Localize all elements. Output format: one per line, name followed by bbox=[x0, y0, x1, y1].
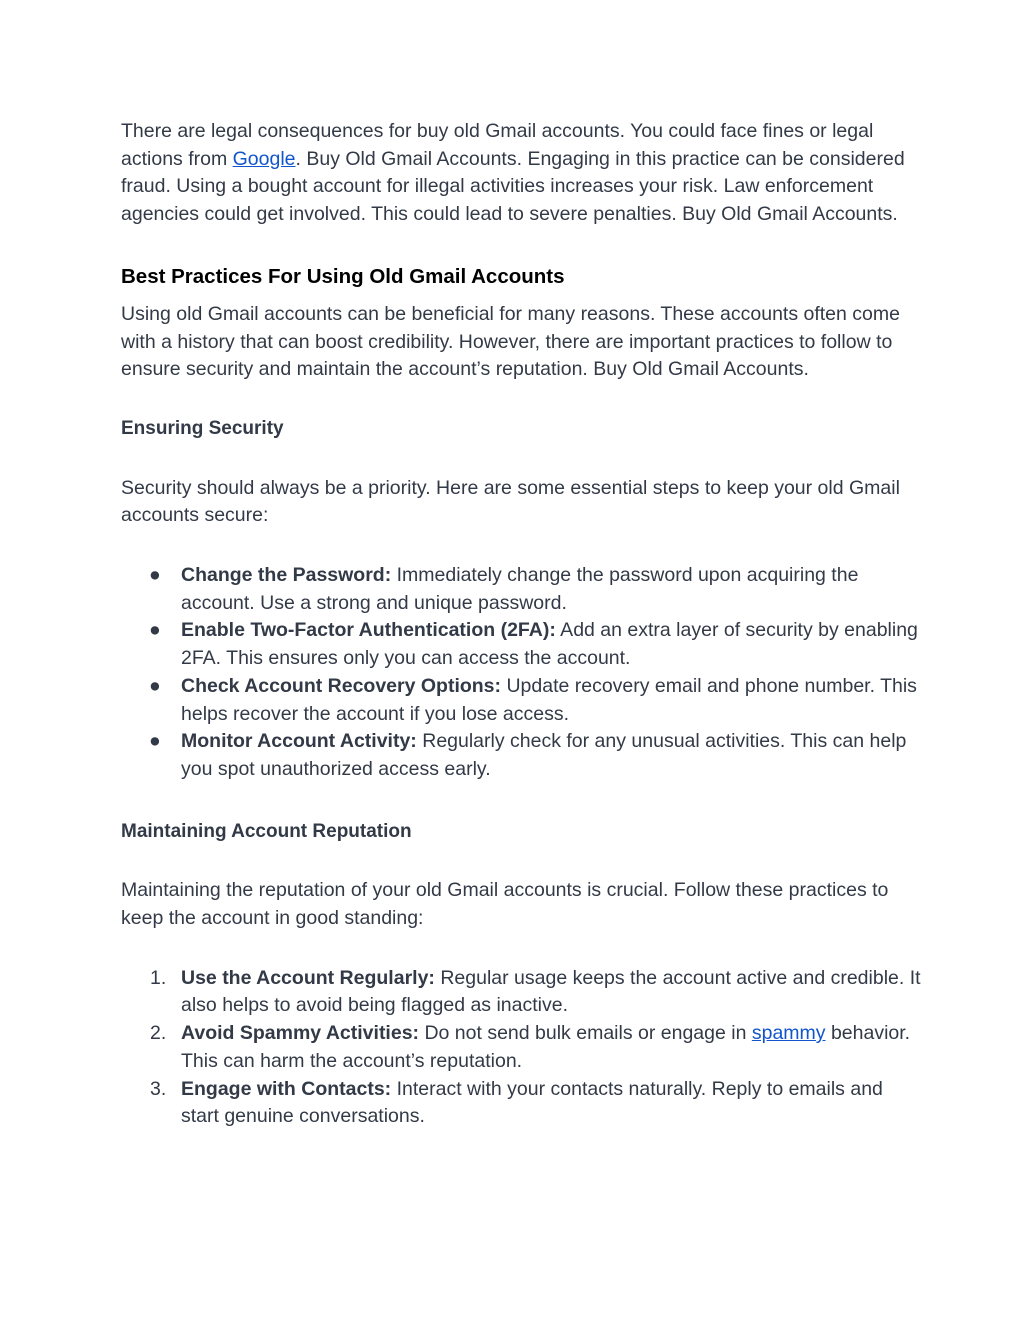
bullet-marker: ● bbox=[149, 619, 161, 642]
list-number: 2. bbox=[150, 1022, 167, 1045]
list-item-title: Engage with Contacts: bbox=[181, 1077, 392, 1100]
list-item-title: Check Account Recovery Options: bbox=[181, 674, 502, 697]
list-item bbox=[121, 965, 921, 1020]
list-item-text-after-link: behavior. This can harm the account’s reputation. bbox=[181, 1022, 911, 1072]
reputation-paragraph: Maintaining the reputation of your old Gmail accounts is crucial. Follow these practices to keep the account in good standing: bbox=[121, 879, 889, 930]
list-item-text: Regularly check for any unusual activities. This can help you spot unauthorized access early. bbox=[181, 730, 907, 780]
spammy-link[interactable]: spammy bbox=[751, 1022, 826, 1045]
security-heading: Ensuring Security bbox=[121, 417, 284, 439]
list-item-text: Add an extra layer of security by enabling 2FA. This ensures only you can access the account. bbox=[181, 619, 918, 670]
bullet-marker: ● bbox=[149, 674, 161, 697]
list-item bbox=[121, 617, 921, 672]
security-paragraph: Security should always be a priority. Here are some essential steps to keep your old Gmail accounts secure: bbox=[121, 476, 900, 527]
document-body bbox=[121, 118, 921, 1131]
list-item-text: Update recovery email and phone number. This helps recover the account if you lose access. bbox=[181, 674, 917, 725]
list-number: 3. bbox=[150, 1077, 167, 1100]
list-item bbox=[121, 673, 921, 728]
intro-text-before-link: There are legal consequences for buy old Gmail accounts. You could face fines or legal actions from bbox=[121, 120, 874, 170]
list-item-text: Regular usage keeps the account active and credible. It also helps to avoid being flagged as inactive. bbox=[181, 966, 921, 1017]
list-item bbox=[121, 562, 921, 617]
list-item bbox=[121, 728, 921, 783]
list-item-title: Enable Two-Factor Authentication (2FA): bbox=[181, 619, 556, 642]
list-item bbox=[121, 1020, 921, 1075]
list-item-title: Change the Password: bbox=[181, 564, 392, 587]
list-item-title: Use the Account Regularly: bbox=[181, 966, 435, 989]
list-item-text: Immediately change the password upon acquiring the account. Use a strong and unique password. bbox=[181, 564, 859, 614]
bullet-marker: ● bbox=[149, 564, 161, 587]
section-paragraph: Using old Gmail accounts can be beneficial for many reasons. These accounts often come with a history that can boost credibility. However, there are important practices to follow to ensure security and maintain the account’s reputation. Buy Old Gmail Accounts. bbox=[121, 302, 900, 381]
reputation-heading: Maintaining Account Reputation bbox=[121, 820, 412, 842]
security-list bbox=[121, 562, 921, 784]
list-item bbox=[121, 1076, 921, 1131]
list-item-title: Monitor Account Activity: bbox=[181, 730, 417, 753]
reputation-list bbox=[121, 965, 921, 1131]
google-link[interactable]: Google bbox=[232, 147, 296, 170]
list-item-title: Avoid Spammy Activities: bbox=[181, 1022, 420, 1045]
section-heading: Best Practices For Using Old Gmail Accounts bbox=[121, 264, 565, 288]
list-item-text-before-link: Do not send bulk emails or engage in bbox=[419, 1022, 752, 1045]
bullet-marker: ● bbox=[149, 730, 161, 753]
list-number: 1. bbox=[150, 966, 167, 989]
intro-text-after-link: . Buy Old Gmail Accounts. Engaging in this practice can be considered fraud. Using a bought account for illegal activities increases your risk. Law enforcement agencies could get involved. This could lead to severe penalties. Buy Old Gmail Accounts. bbox=[121, 147, 905, 226]
intro-paragraph bbox=[121, 118, 921, 229]
list-item-text: Interact with your contacts naturally. Reply to emails and start genuine conversations. bbox=[181, 1077, 883, 1128]
